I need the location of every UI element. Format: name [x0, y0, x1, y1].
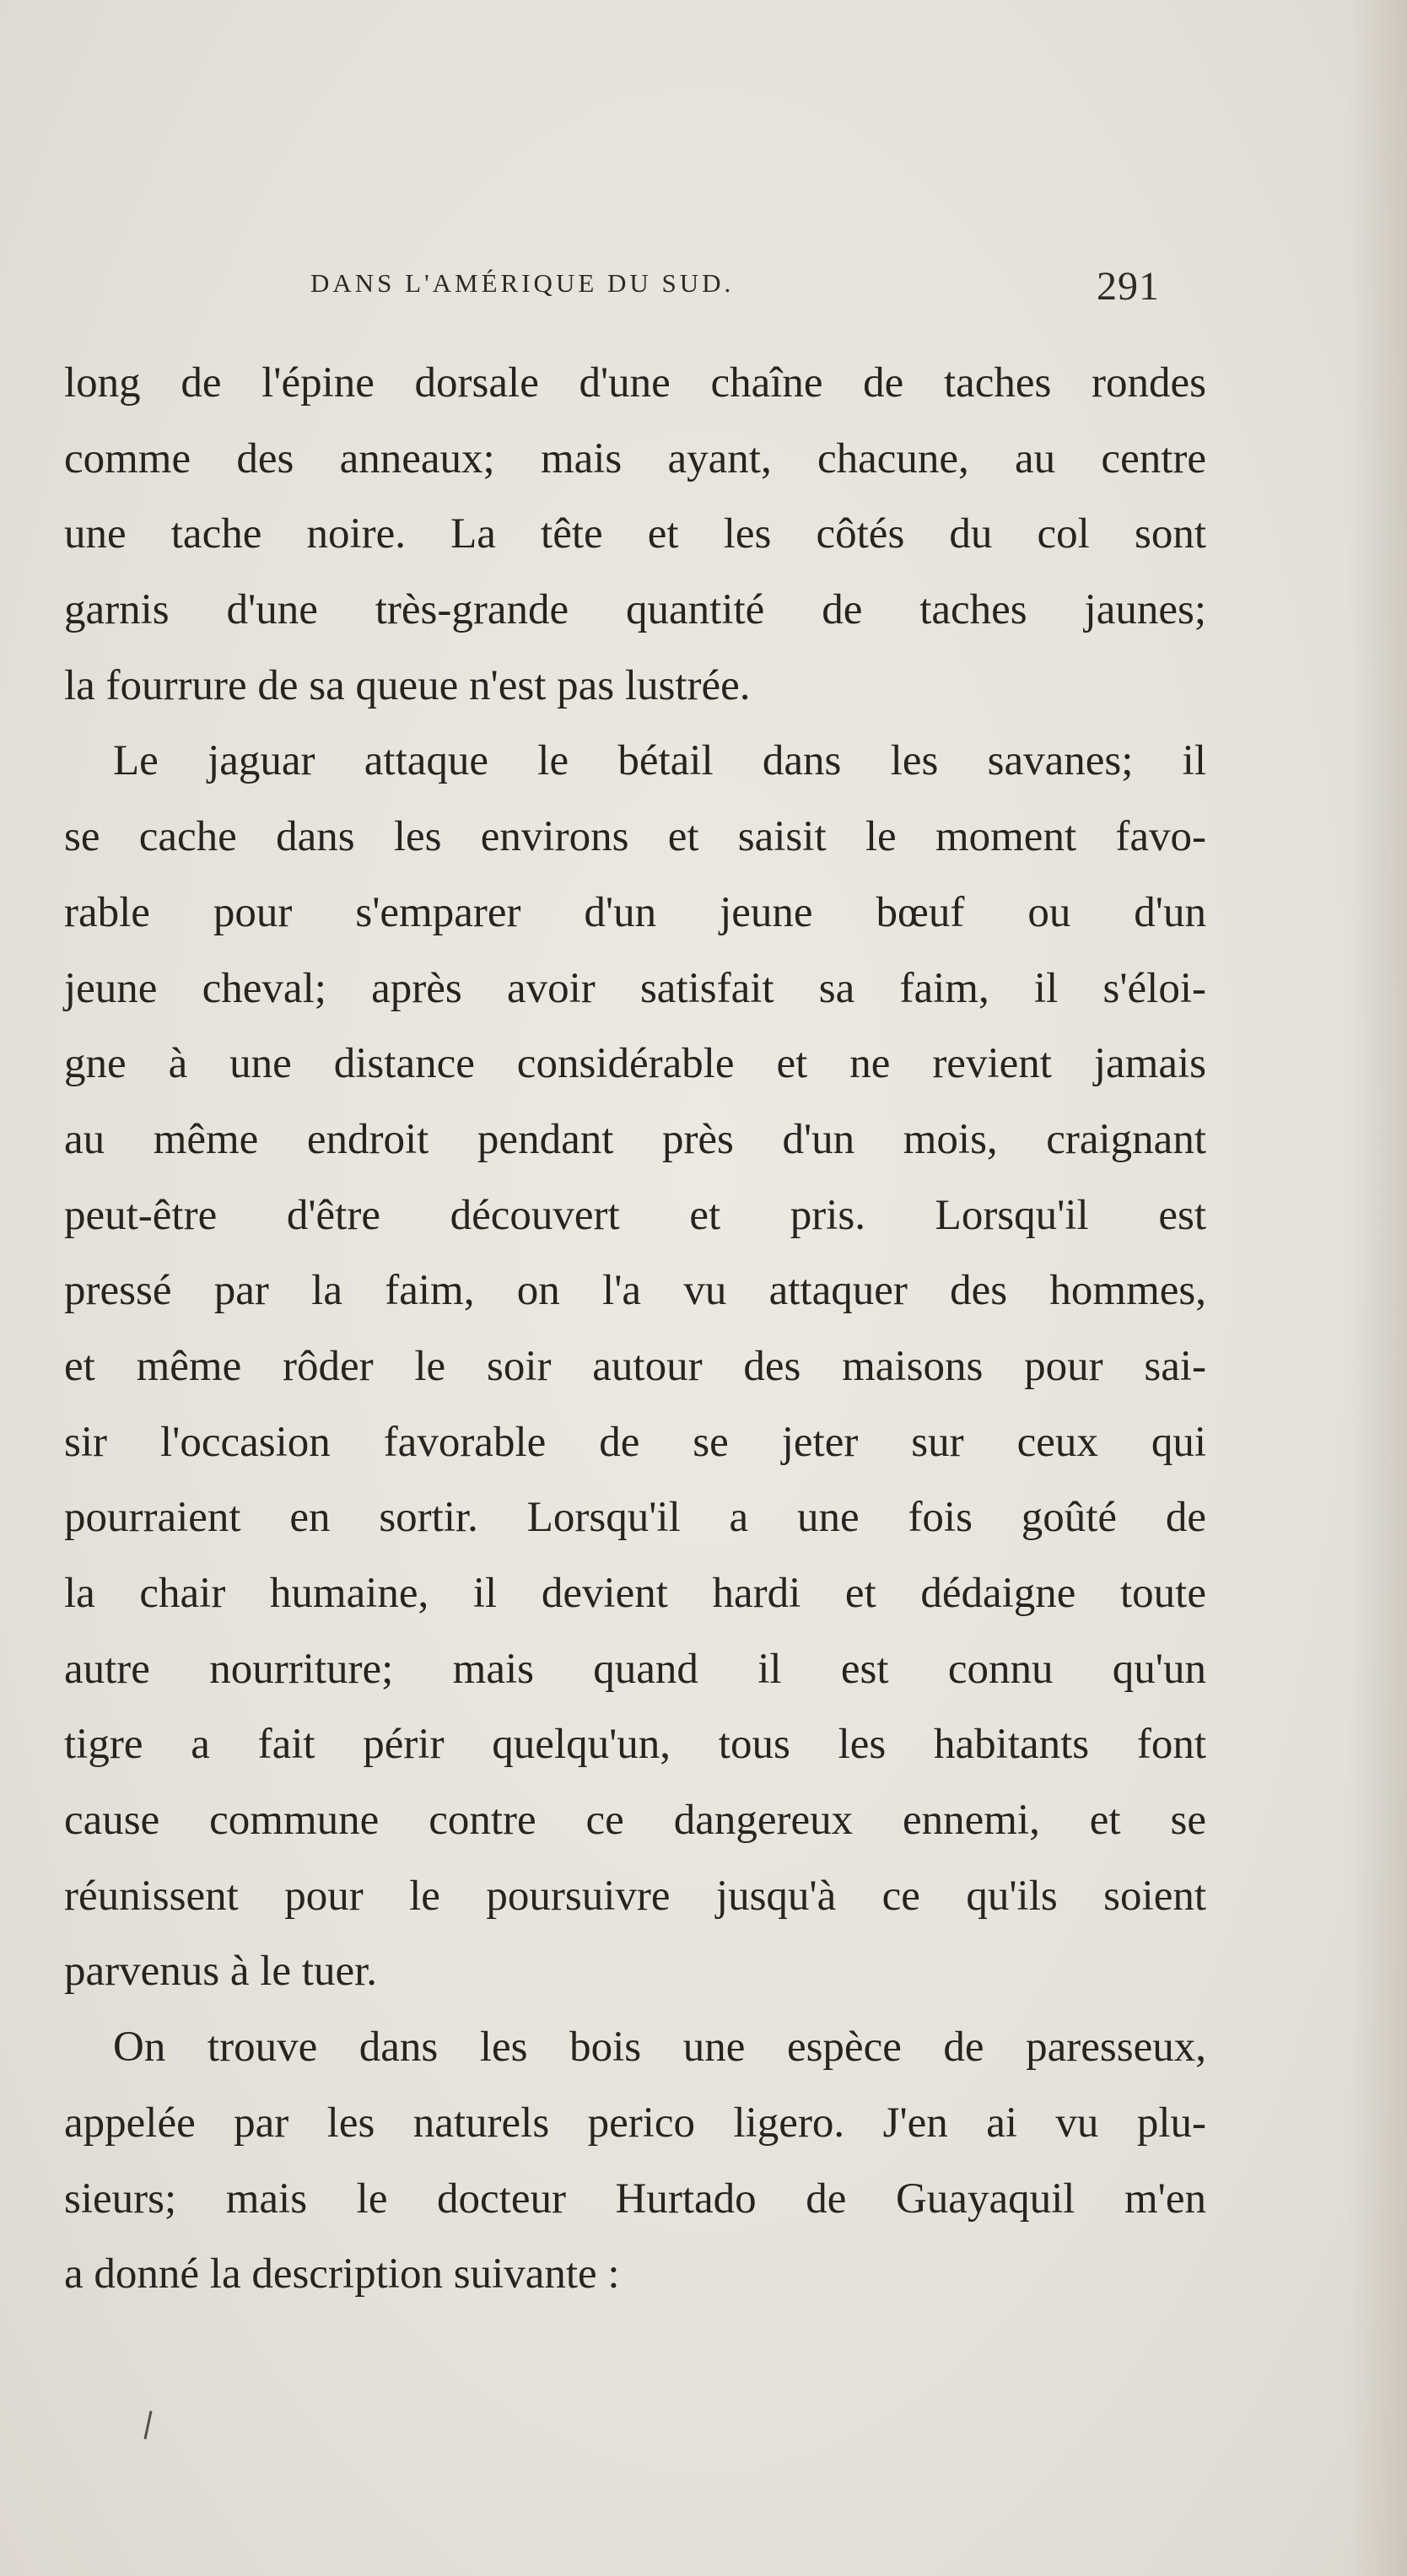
text-line: jeune cheval; après avoir satisfait sa faim, il s'éloi-: [64, 964, 1206, 1012]
text-line: la fourrure de sa queue n'est pas lustrée.: [64, 661, 751, 709]
text-line: peut-être d'être découvert et pris. Lorsqu'il est: [64, 1191, 1206, 1239]
text-line: gne à une distance considérable et ne revient jamais: [64, 1040, 1206, 1088]
body-text: [64, 346, 1206, 2313]
text-line: a donné la description suivante :: [64, 2250, 620, 2298]
paragraph-1: [64, 346, 1206, 724]
paragraph-2: [64, 724, 1206, 2010]
text-line: appelée par les naturels perico ligero. J'en ai vu plu-: [64, 2099, 1206, 2147]
text-line: parvenus à le tuer.: [64, 1948, 378, 1996]
text-line: On trouve dans les bois une espèce de paresseux,: [113, 2024, 1206, 2072]
text-line: la chair humaine, il devient hardi et dédaigne toute: [64, 1570, 1206, 1617]
text-line: au même endroit pendant près d'un mois, craignant: [64, 1115, 1206, 1163]
running-head: DANS L'AMÉRIQUE DU SUD.: [310, 268, 735, 298]
text-line: rable pour s'emparer d'un jeune bœuf ou d'un: [64, 888, 1206, 936]
text-line: réunissent pour le poursuivre jusqu'à ce qu'ils soient: [64, 1872, 1206, 1920]
text-line: et même rôder le soir autour des maisons pour sai-: [64, 1342, 1206, 1390]
page-edge-shadow: [1348, 0, 1407, 2576]
text-line: autre nourriture; mais quand il est connu qu'un: [64, 1645, 1206, 1693]
text-line: garnis d'une très-grande quantité de taches jaunes;: [64, 586, 1206, 634]
text-line: une tache noire. La tête et les côtés du col sont: [64, 510, 1206, 558]
page-number: 291: [1097, 264, 1160, 309]
ink-mark: [143, 2411, 152, 2439]
text-line: pourraient en sortir. Lorsqu'il a une fois goûté de: [64, 1494, 1206, 1542]
paragraph-3: [64, 2010, 1206, 2313]
text-line: pressé par la faim, on l'a vu attaquer des hommes,: [64, 1267, 1206, 1315]
text-line: se cache dans les environs et saisit le moment favo-: [64, 813, 1206, 861]
text-line: long de l'épine dorsale d'une chaîne de taches rondes: [64, 359, 1206, 407]
text-line: sir l'occasion favorable de se jeter sur ceux qui: [64, 1418, 1206, 1466]
text-line: sieurs; mais le docteur Hurtado de Guayaquil m'en: [64, 2175, 1206, 2223]
text-line: Le jaguar attaque le bétail dans les savanes; il: [113, 737, 1206, 785]
text-line: tigre a fait périr quelqu'un, tous les habitants font: [64, 1721, 1206, 1769]
text-line: comme des anneaux; mais ayant, chacune, au centre: [64, 434, 1206, 482]
page-header: [0, 263, 1407, 314]
text-line: cause commune contre ce dangereux ennemi, et se: [64, 1797, 1206, 1845]
